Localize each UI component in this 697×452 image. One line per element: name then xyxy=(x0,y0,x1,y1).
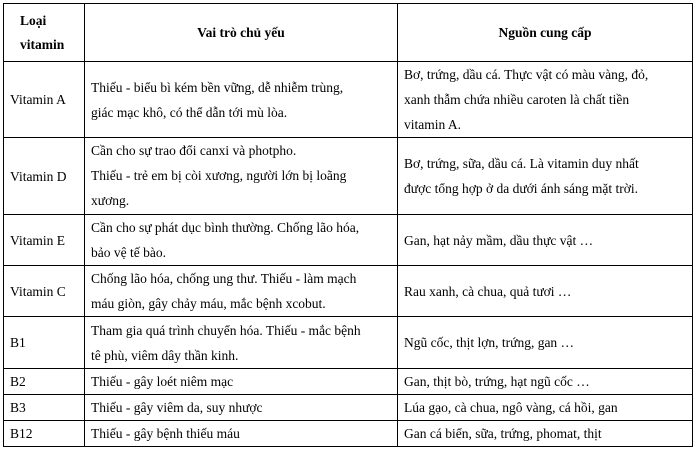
vitamin-source: Bơ, trứng, dầu cá. Thực vật có màu vàng, đỏ, xanh thẫm chứa nhiều caroten là chất tiền vitamin A. xyxy=(398,62,693,138)
vitamin-source: Bơ, trứng, sữa, dầu cá. Là vitamin duy nhất được tổng hợp ở da dưới ánh sáng mặt trời. xyxy=(398,138,693,215)
vitamin-source: Rau xanh, cà chua, quả tươi … xyxy=(398,266,693,317)
vitamin-role: Cần cho sự phát dục bình thường. Chống lão hóa, bảo vệ tế bào. xyxy=(85,215,398,266)
vitamin-name: B3 xyxy=(4,395,85,421)
header-source: Nguồn cung cấp xyxy=(398,4,693,62)
vitamin-source: Gan cá biển, sữa, trứng, phomat, thịt xyxy=(398,421,693,447)
vitamin-source: Gan, hạt nảy mầm, dầu thực vật … xyxy=(398,215,693,266)
table-row xyxy=(4,266,693,317)
vitamin-table xyxy=(3,3,693,447)
header-vitamin-type xyxy=(4,4,85,62)
vitamin-role: Thiếu - biểu bì kém bền vững, dễ nhiễm trùng, giác mạc khô, có thể dẫn tới mù lòa. xyxy=(85,62,398,138)
vitamin-role: Thiếu - gây viêm da, suy nhược xyxy=(85,395,398,421)
header-role: Vai trò chủ yếu xyxy=(85,4,398,62)
vitamin-role: Thiếu - gây bệnh thiếu máu xyxy=(85,421,398,447)
vitamin-name: B12 xyxy=(4,421,85,447)
vitamin-source: Gan, thịt bò, trứng, hạt ngũ cốc … xyxy=(398,369,693,395)
table-row xyxy=(4,215,693,266)
vitamin-role: Thiếu - gây loét niêm mạc xyxy=(85,369,398,395)
vitamin-role: Chống lão hóa, chống ung thư. Thiếu - làm mạch máu giòn, gây chảy máu, mắc bệnh xcobut. xyxy=(85,266,398,317)
table-row xyxy=(4,421,693,447)
table-row xyxy=(4,317,693,369)
vitamin-source: Lúa gạo, cà chua, ngô vàng, cá hồi, gan xyxy=(398,395,693,421)
vitamin-role: Tham gia quá trình chuyển hóa. Thiếu - mắc bệnh tê phù, viêm dây thần kinh. xyxy=(85,317,398,369)
vitamin-name: B2 xyxy=(4,369,85,395)
vitamin-name: Vitamin D xyxy=(4,138,85,215)
vitamin-source: Ngũ cốc, thịt lợn, trứng, gan … xyxy=(398,317,693,369)
table-row xyxy=(4,395,693,421)
vitamin-name: B1 xyxy=(4,317,85,369)
vitamin-name: Vitamin C xyxy=(4,266,85,317)
vitamin-name: Vitamin E xyxy=(4,215,85,266)
table-header-row xyxy=(4,4,693,62)
header-vitamin-type-line1: Loại xyxy=(20,12,47,28)
table-row xyxy=(4,369,693,395)
table-row xyxy=(4,138,693,215)
vitamin-role: Cần cho sự trao đổi canxi và photpho. Thiếu - trẻ em bị còi xương, người lớn bị loãng xương. xyxy=(85,138,398,215)
header-vitamin-type-line2: vitamin xyxy=(20,36,65,52)
table-row xyxy=(4,62,693,138)
vitamin-name: Vitamin A xyxy=(4,62,85,138)
